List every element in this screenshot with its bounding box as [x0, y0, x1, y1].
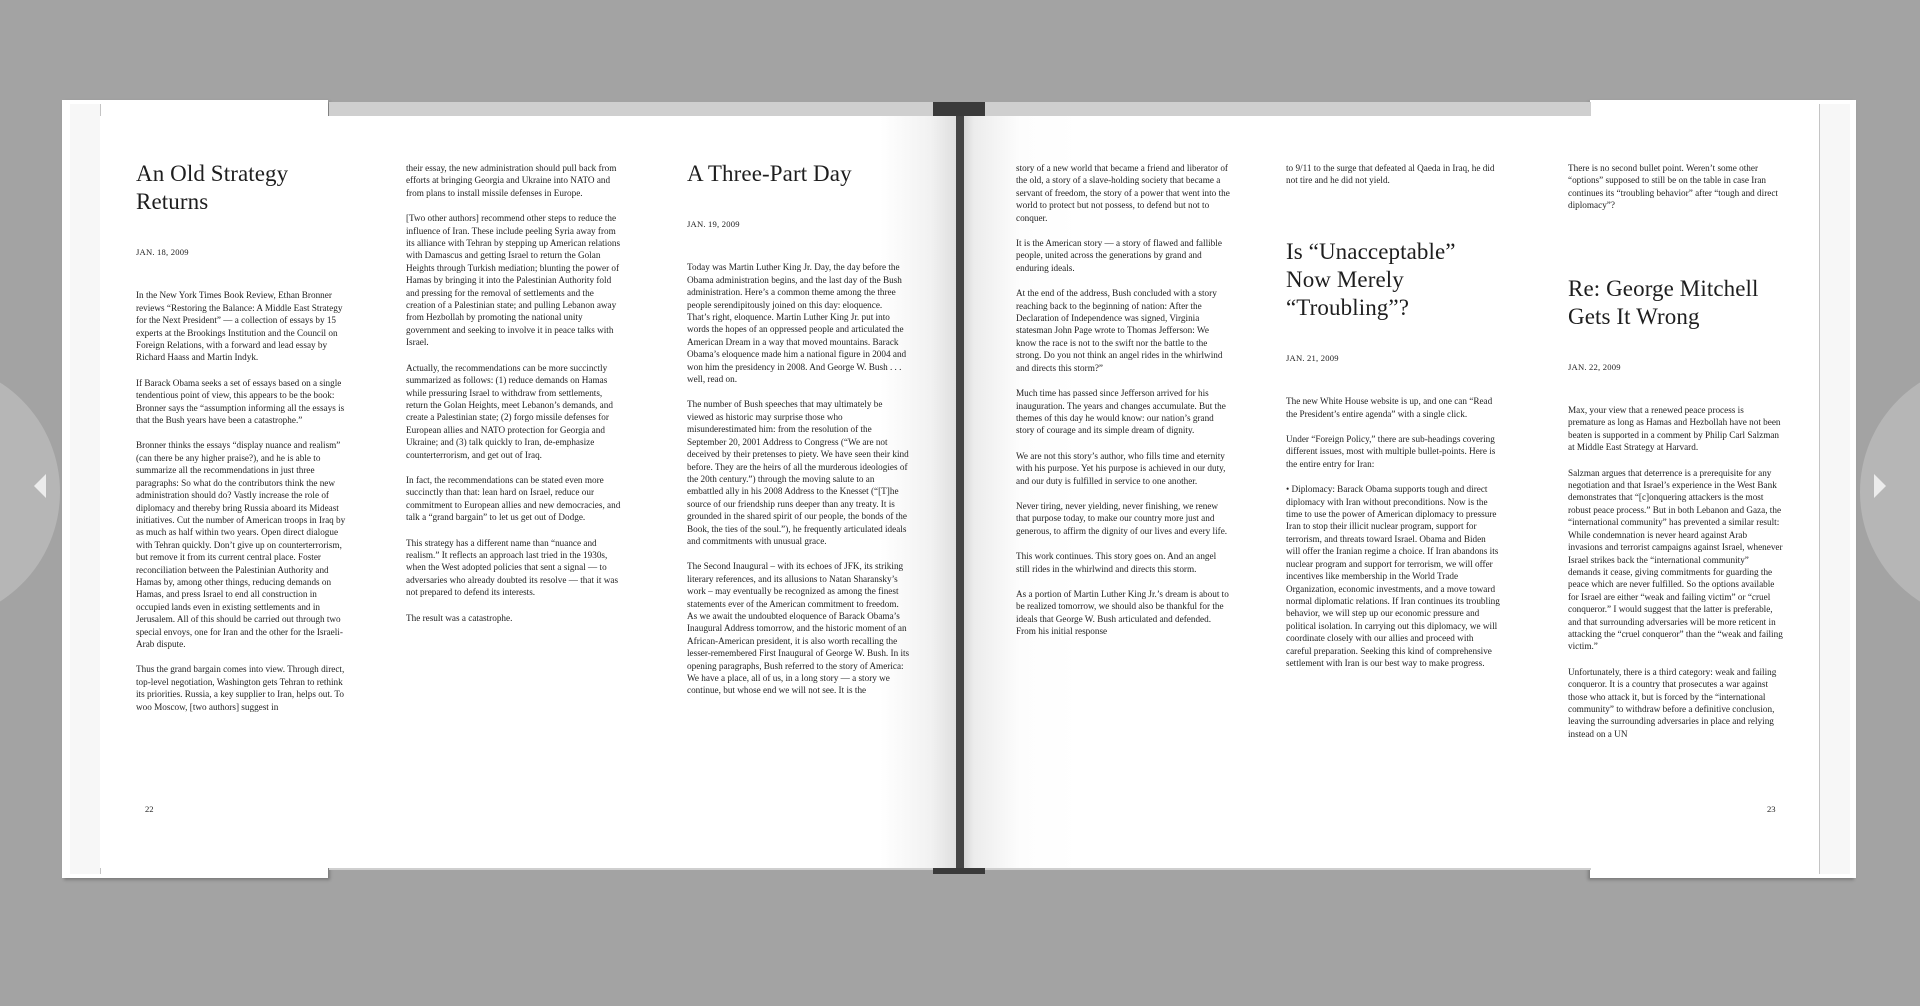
right-page[interactable] — [960, 116, 1819, 868]
paragraph: [Two other authors] recommend other steps to reduce the influence of Iran. These include peeling Syria away from its alliance with Tehran by stepping up American relations with Damascus and getting Israel to return the Golan Heights through Turkish mediation; blunting the power of Hamas by bringing it into the Palestinian Authority fold and pressing for the removal of settlements and the creation of a Palestinian state; and pulling Lebanon away from Hezbollah by promoting the national unity government and seeking to involve it in peace talks with Israel. — [406, 213, 621, 348]
paragraph: It is the American story — a story of flawed and fallible people, united across the generations by grand and enduring ideals. — [1016, 238, 1222, 273]
article-date: JAN. 22, 2009 — [1568, 361, 1621, 372]
paragraph: to 9/11 to the surge that defeated al Qaeda in Iraq, he did not tire and he did not yield. — [1286, 163, 1495, 186]
paragraph: Salzman argues that deterrence is a prerequisite for any negotiation and that Israel’s experience in the West Bank demonstrates that “[c]onquering attackers is the most robust peace process.” But in both Lebanon and Gaza, the “international community” has prevented a similar result: While condemnation is never heard against Arab invasions and terrorist campaigns against Israel, whenever Israel strikes back the “international community” demands it cease, giving commitments for guarding the peace which are never fulfilled. So the options available for Israel are either “weak and failing victim” or “cruel conqueror.” I would suggest that the latter is preferable, and that surrounding adversaries will be more reticent in attacking the “cruel conqueror” than the “weak and failing victim.” — [1568, 467, 1783, 652]
column-6 — [1568, 162, 1783, 753]
paragraph: This strategy has a different name than “nuance and realism.” It reflects an approach last tried in the 1930s, when the West adopted policies that sent a signal — to adversaries who already doubted its resolve — that it was not prepared to defend its interests. — [406, 537, 619, 598]
paragraph: story of a new world that became a friend and liberator of the old, a story of a slave-holding society that became a servant of freedom, the story of a power that went into the world to protect but not possess, to defend but not to conquer. — [1016, 163, 1230, 223]
article-date: JAN. 18, 2009 — [136, 247, 189, 257]
paragraph: Bronner thinks the essays “display nuance and realism” (can there be any higher praise?), and he is able to summarize all the recommendations in just three paragraphs: So what do the contributors think the new administration should do? Vastly increase the role of diplomacy and thereby bring Russia aboard its Mideast initiatives. Cut the number of American troops in Iraq by as much as half within two years. Open direct dialogue with Tehran quickly. Don’t give up on counterterrorism, but remove it from its current central place. Foster reconciliation between the Palestinian Authority and Hamas by, among other things, reducing demands on Hamas, and press Israel to end all construction in occupied lands even in existing settlements and in Jerusalem. All of this should be carried out through two special envoys, one for Iran and the other for the Israeli-Arab dispute. — [136, 440, 346, 649]
article-heading: Re: George Mitchell Gets It Wrong — [1568, 275, 1759, 329]
paragraph: If Barack Obama seeks a set of essays based on a single tendentious point of view, this appears to be the book: Bronner says the “assumption informing all the essays is that the Bush years have been a catastrophe.” — [136, 377, 345, 426]
paragraph: Much time has passed since Jefferson arrived for his inauguration. The years and changes accumulate. But the themes of this day he would know: our nation’s grand story of courage and its simple dream of dignity. — [1016, 388, 1226, 436]
paragraph: In the New York Times Book Review, Ethan Bronner reviews “Restoring the Balance: A Middle East Strategy for the Next President” — a collection of essays by 15 experts at the Brookings Institution and the Council on Foreign Relations, with a forward and lead essay by Richard Haass and Martin Indyk. — [136, 290, 343, 363]
chevron-left-icon[interactable] — [34, 474, 46, 498]
page-number-right: 23 — [1767, 804, 1776, 814]
paragraph: There is no second bullet point. Weren’t some other “options” supposed to still be on the table in case Iran continues its “troubling behavior” after “tough and direct diplomacy”? — [1568, 163, 1778, 211]
paragraph: Max, your view that a renewed peace process is premature as long as Hamas and Hezbollah have not been beaten is supported in a comment by Philip Carl Salzman at Middle East Strategy at Harvard. — [1568, 405, 1781, 453]
paragraph: At the end of the address, Bush concluded with a story reaching back to the beginning of nation: After the Declaration of Independence was signed, Virginia statesman John Page wrote to Thomas Jefferson: We know the race is not to the swift nor the battle to the strong. Do you not think an angel rides in the whirlwind and directs this storm?” — [1016, 288, 1223, 373]
paragraph: The new White House website is up, and one can “Read the President’s entire agenda” with a single click. — [1286, 396, 1493, 419]
paragraph: In fact, the recommendations can be stated even more succinctly than that: lean hard on Israel, reduce our commitment to European allies and new democracies, and talk a “grand bargain” to let us get out of Dodge. — [406, 474, 621, 523]
article-heading: A Three-Part Day — [687, 161, 852, 186]
paragraph: Thus the grand bargain comes into view. Through direct, top-level negotiation, Washington gets Tehran to rethink its priorities. Russia, a key supplier to Iran, helps out. To woo Moscow, [two authors] suggest in — [136, 664, 345, 712]
paragraph: • Diplomacy: Barack Obama supports tough and direct diplomacy with Iran without preconditions. Now is the time to use the power of American diplomacy to pressure Iran to stop their illicit nuclear program, support for terrorism, and threats toward Israel. Obama and Biden will offer the Iranian regime a choice. If Iran abandons its nuclear program and support for terrorism, we will offer incentives like membership in the World Trade Organization, economic investments, and a move toward normal diplomatic relations. If Iran continues its troubling behavior, we will step up our economic pressure and political isolation. In carrying out this diplomacy, we will coordinate closely with our allies and proceed with careful preparation. Seeking this kind of comprehensive settlement with Iran is our best way to make progress. — [1286, 484, 1500, 668]
paragraph: Actually, the recommendations can be more succinctly summarized as follows: (1) reduce demands on Hamas while pressuring Israel to withdraw from settlements, return the Golan Heights, meet Lebanon’s demands, and create a Palestinian state; (2) forgo missile defenses for European allies and NATO protection for Georgia and Ukraine; and (3) talk quickly to Iran, de-emphasize counterterrorism, and get out of Iraq. — [406, 362, 613, 460]
paragraph: their essay, the new administration should pull back from efforts at bringing Georgia and Ukraine into NATO and from plans to install missile defenses in Europe. — [406, 163, 617, 198]
next-page-area[interactable] — [1860, 362, 1920, 622]
article-date: JAN. 19, 2009 — [687, 219, 740, 229]
column-1 — [136, 160, 351, 726]
paragraph: The number of Bush speeches that may ultimately be viewed as historic may surprise those who misunderestimated him: from the resolution of the September 20, 2001 Address to Congress (“We are not deceived by their pretenses to piety. We have seen their kind before. They are the heirs of all the murderous ideologies of the 20th century.”) through the moving salute to an embattled ally in his 2008 Address to the Knesset (“[T]he source of our friendship runs deeper than any treaty. It is grounded in the shared spirit of our people, the bonds of the Book, the ties of the soul.”), he frequently articulated ideals and commitments with unusual grace. — [687, 399, 909, 546]
paragraph: Today was Martin Luther King Jr. Day, the day before the Obama administration begins, and the last day of the Bush administration. Here’s a common theme among the three people serendipitously joined on this day: eloquence. That’s right, eloquence. Martin Luther King Jr. put into words the hopes of an oppressed people and articulated the American Dream in a way that moved mountains. Barack Obama’s eloquence made him a national figure in 2004 and won him the presidency in 2008. And George W. Bush . . . well, read on. — [687, 262, 907, 385]
paragraph: Never tiring, never yielding, never finishing, we renew that purpose today, to make our country more just and generous, to affirm the dignity of our lives and every life. — [1016, 500, 1228, 536]
paragraph: We are not this story’s author, who fills time and eternity with his purpose. Yet his purpose is achieved in our duty, and our duty is fulfilled in service to one another. — [1016, 450, 1226, 486]
left-page[interactable] — [100, 116, 960, 868]
article-date: JAN. 21, 2009 — [1286, 352, 1339, 363]
article-heading: An Old Strategy Returns — [136, 161, 289, 214]
paragraph: Under “Foreign Policy,” there are sub-headings covering different issues, most with multiple bullet-points. Here is the entire entry for Iran: — [1286, 434, 1496, 469]
article-heading: Is “Unacceptable” Now Merely “Troubling”? — [1286, 238, 1456, 320]
spine-tab-top — [933, 102, 985, 116]
prev-page-area[interactable] — [0, 362, 60, 622]
column-4 — [1016, 162, 1231, 651]
column-3 — [687, 160, 911, 710]
chevron-right-icon[interactable] — [1874, 474, 1886, 498]
paragraph: Unfortunately, there is a third category: weak and failing conqueror. It is a country that prosecutes a war against those who attack it, but is forced by the “international community” to withdraw before a definitive conclusion, leaving the surrounding adversaries in place and relying instead on a UN — [1568, 666, 1777, 739]
paragraph: The Second Inaugural – with its echoes of JFK, its striking literary references, and its allusions to Natan Sharansky’s work – may eventually be recognized as among the finest statements ever of the American commitment to freedom. As we await the undoubted eloquence of Barack Obama’s Inaugural Address tomorrow, and the historic moment of an African-American president, it is also worth recalling the lesser-remembered First Inaugural of George W. Bush. In its opening paragraphs, Bush referred to the story of America: We have a place, all of us, in a long story — a story we continue, but whose end we will not see. It is the — [687, 561, 910, 696]
paragraph: This work continues. This story goes on. And an angel still rides in the whirlwind and directs this storm. — [1016, 551, 1217, 574]
column-5 — [1286, 162, 1501, 682]
column-2 — [406, 162, 621, 637]
page-number-left: 22 — [145, 804, 154, 814]
paragraph: As a portion of Martin Luther King Jr.’s dream is about to be realized tomorrow, we should also be thankful for the ideals that George W. Bush articulated and defended. From his initial response — [1016, 588, 1229, 637]
paragraph: The result was a catastrophe. — [406, 612, 513, 623]
